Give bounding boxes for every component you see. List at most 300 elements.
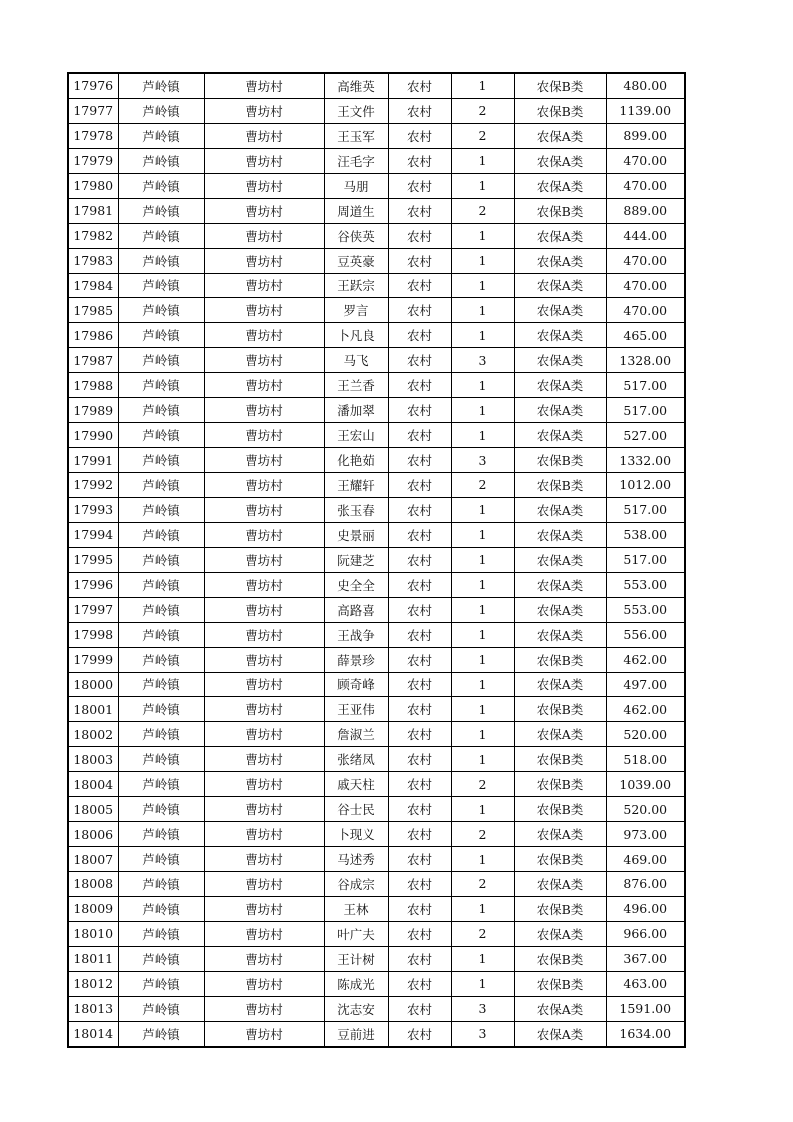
household-type-cell: 农村 [388, 822, 451, 847]
member-count-cell: 1 [451, 373, 514, 398]
row-id-cell: 17986 [68, 323, 118, 348]
row-id-cell: 18012 [68, 971, 118, 996]
member-count-cell: 2 [451, 872, 514, 897]
household-type-cell: 农村 [388, 497, 451, 522]
village-cell: 曹坊村 [204, 896, 324, 921]
amount-cell: 556.00 [606, 622, 685, 647]
row-id-cell: 18009 [68, 896, 118, 921]
amount-cell: 470.00 [606, 148, 685, 173]
insurance-category-cell: 农保A类 [514, 547, 606, 572]
household-type-cell: 农村 [388, 597, 451, 622]
row-id-cell: 17978 [68, 123, 118, 148]
row-id-cell: 17988 [68, 373, 118, 398]
row-id-cell: 17987 [68, 348, 118, 373]
town-cell: 芦岭镇 [118, 173, 204, 198]
town-cell: 芦岭镇 [118, 398, 204, 423]
insurance-category-cell: 农保A类 [514, 348, 606, 373]
table-row [68, 98, 685, 123]
member-count-cell: 1 [451, 622, 514, 647]
village-cell: 曹坊村 [204, 772, 324, 797]
member-count-cell: 1 [451, 398, 514, 423]
insurance-category-cell: 农保A类 [514, 323, 606, 348]
row-id-cell: 18008 [68, 872, 118, 897]
table-row [68, 971, 685, 996]
town-cell: 芦岭镇 [118, 98, 204, 123]
amount-cell: 469.00 [606, 847, 685, 872]
insurance-category-cell: 农保A类 [514, 921, 606, 946]
person-name-cell: 王跃宗 [324, 273, 388, 298]
village-cell: 曹坊村 [204, 622, 324, 647]
row-id-cell: 17980 [68, 173, 118, 198]
row-id-cell: 17997 [68, 597, 118, 622]
household-type-cell: 农村 [388, 697, 451, 722]
member-count-cell: 1 [451, 148, 514, 173]
row-id-cell: 18002 [68, 722, 118, 747]
household-type-cell: 农村 [388, 572, 451, 597]
insurance-category-cell: 农保A类 [514, 298, 606, 323]
person-name-cell: 高路喜 [324, 597, 388, 622]
town-cell: 芦岭镇 [118, 248, 204, 273]
household-type-cell: 农村 [388, 747, 451, 772]
member-count-cell: 2 [451, 198, 514, 223]
person-name-cell: 顾奇峰 [324, 672, 388, 697]
row-id-cell: 17981 [68, 198, 118, 223]
village-cell: 曹坊村 [204, 348, 324, 373]
insurance-category-cell: 农保A类 [514, 597, 606, 622]
town-cell: 芦岭镇 [118, 448, 204, 473]
household-type-cell: 农村 [388, 872, 451, 897]
row-id-cell: 18011 [68, 946, 118, 971]
insurance-category-cell: 农保A类 [514, 373, 606, 398]
town-cell: 芦岭镇 [118, 996, 204, 1021]
amount-cell: 876.00 [606, 872, 685, 897]
insurance-category-cell: 农保B类 [514, 647, 606, 672]
person-name-cell: 王计树 [324, 946, 388, 971]
village-cell: 曹坊村 [204, 497, 324, 522]
town-cell: 芦岭镇 [118, 323, 204, 348]
row-id-cell: 17979 [68, 148, 118, 173]
town-cell: 芦岭镇 [118, 1021, 204, 1046]
amount-cell: 497.00 [606, 672, 685, 697]
town-cell: 芦岭镇 [118, 722, 204, 747]
town-cell: 芦岭镇 [118, 847, 204, 872]
person-name-cell: 化艳茹 [324, 448, 388, 473]
member-count-cell: 1 [451, 572, 514, 597]
town-cell: 芦岭镇 [118, 872, 204, 897]
household-type-cell: 农村 [388, 921, 451, 946]
village-cell: 曹坊村 [204, 747, 324, 772]
amount-cell: 1012.00 [606, 473, 685, 498]
household-type-cell: 农村 [388, 423, 451, 448]
household-type-cell: 农村 [388, 123, 451, 148]
town-cell: 芦岭镇 [118, 547, 204, 572]
household-type-cell: 农村 [388, 647, 451, 672]
table-row [68, 148, 685, 173]
member-count-cell: 2 [451, 123, 514, 148]
row-id-cell: 17982 [68, 223, 118, 248]
table-row [68, 348, 685, 373]
insurance-category-cell: 农保A类 [514, 672, 606, 697]
insurance-category-cell: 农保A类 [514, 398, 606, 423]
person-name-cell: 詹淑兰 [324, 722, 388, 747]
insurance-category-cell: 农保A类 [514, 522, 606, 547]
amount-cell: 1591.00 [606, 996, 685, 1021]
row-id-cell: 17983 [68, 248, 118, 273]
person-name-cell: 谷成宗 [324, 872, 388, 897]
row-id-cell: 18000 [68, 672, 118, 697]
member-count-cell: 1 [451, 647, 514, 672]
town-cell: 芦岭镇 [118, 497, 204, 522]
town-cell: 芦岭镇 [118, 148, 204, 173]
member-count-cell: 1 [451, 423, 514, 448]
insurance-category-cell: 农保A类 [514, 148, 606, 173]
table-row [68, 946, 685, 971]
household-type-cell: 农村 [388, 348, 451, 373]
village-cell: 曹坊村 [204, 872, 324, 897]
row-id-cell: 17992 [68, 473, 118, 498]
village-cell: 曹坊村 [204, 448, 324, 473]
town-cell: 芦岭镇 [118, 373, 204, 398]
insurance-category-cell: 农保A类 [514, 173, 606, 198]
amount-cell: 444.00 [606, 223, 685, 248]
row-id-cell: 18013 [68, 996, 118, 1021]
household-type-cell: 农村 [388, 298, 451, 323]
person-name-cell: 卜现义 [324, 822, 388, 847]
row-id-cell: 18005 [68, 797, 118, 822]
town-cell: 芦岭镇 [118, 473, 204, 498]
row-id-cell: 18010 [68, 921, 118, 946]
amount-cell: 462.00 [606, 647, 685, 672]
village-cell: 曹坊村 [204, 323, 324, 348]
amount-cell: 1139.00 [606, 98, 685, 123]
household-type-cell: 农村 [388, 672, 451, 697]
village-cell: 曹坊村 [204, 148, 324, 173]
table-row [68, 921, 685, 946]
village-cell: 曹坊村 [204, 98, 324, 123]
row-id-cell: 17994 [68, 522, 118, 547]
table-row [68, 522, 685, 547]
town-cell: 芦岭镇 [118, 772, 204, 797]
village-cell: 曹坊村 [204, 473, 324, 498]
insurance-category-cell: 农保B类 [514, 448, 606, 473]
row-id-cell: 18014 [68, 1021, 118, 1046]
household-type-cell: 农村 [388, 98, 451, 123]
amount-cell: 517.00 [606, 373, 685, 398]
village-cell: 曹坊村 [204, 547, 324, 572]
town-cell: 芦岭镇 [118, 822, 204, 847]
member-count-cell: 1 [451, 248, 514, 273]
row-id-cell: 17985 [68, 298, 118, 323]
town-cell: 芦岭镇 [118, 622, 204, 647]
person-name-cell: 张玉春 [324, 497, 388, 522]
person-name-cell: 王宏山 [324, 423, 388, 448]
table-row [68, 173, 685, 198]
household-type-cell: 农村 [388, 1021, 451, 1046]
insurance-category-cell: 农保A类 [514, 622, 606, 647]
person-name-cell: 豆前进 [324, 1021, 388, 1046]
table-row [68, 822, 685, 847]
town-cell: 芦岭镇 [118, 597, 204, 622]
row-id-cell: 17977 [68, 98, 118, 123]
person-name-cell: 潘加翠 [324, 398, 388, 423]
table-row [68, 847, 685, 872]
row-id-cell: 17995 [68, 547, 118, 572]
insurance-category-cell: 农保B类 [514, 697, 606, 722]
household-type-cell: 农村 [388, 173, 451, 198]
row-id-cell: 17996 [68, 572, 118, 597]
town-cell: 芦岭镇 [118, 348, 204, 373]
amount-cell: 520.00 [606, 797, 685, 822]
village-cell: 曹坊村 [204, 672, 324, 697]
village-cell: 曹坊村 [204, 697, 324, 722]
amount-cell: 553.00 [606, 597, 685, 622]
row-id-cell: 18004 [68, 772, 118, 797]
insurance-category-cell: 农保B类 [514, 896, 606, 921]
household-type-cell: 农村 [388, 722, 451, 747]
village-cell: 曹坊村 [204, 647, 324, 672]
town-cell: 芦岭镇 [118, 223, 204, 248]
member-count-cell: 1 [451, 847, 514, 872]
town-cell: 芦岭镇 [118, 697, 204, 722]
person-name-cell: 薛景珍 [324, 647, 388, 672]
insurance-category-cell: 农保B类 [514, 98, 606, 123]
household-type-cell: 农村 [388, 373, 451, 398]
row-id-cell: 17998 [68, 622, 118, 647]
member-count-cell: 2 [451, 772, 514, 797]
insurance-category-cell: 农保A类 [514, 822, 606, 847]
member-count-cell: 1 [451, 722, 514, 747]
table-row [68, 73, 685, 98]
insurance-category-cell: 农保A类 [514, 572, 606, 597]
member-count-cell: 3 [451, 996, 514, 1021]
person-name-cell: 汪毛字 [324, 148, 388, 173]
village-cell: 曹坊村 [204, 223, 324, 248]
row-id-cell: 18006 [68, 822, 118, 847]
insurance-category-cell: 农保A类 [514, 123, 606, 148]
village-cell: 曹坊村 [204, 73, 324, 98]
town-cell: 芦岭镇 [118, 298, 204, 323]
table-row [68, 797, 685, 822]
person-name-cell: 阮建芝 [324, 547, 388, 572]
row-id-cell: 17993 [68, 497, 118, 522]
table-row [68, 597, 685, 622]
member-count-cell: 1 [451, 273, 514, 298]
amount-cell: 889.00 [606, 198, 685, 223]
table-row [68, 647, 685, 672]
town-cell: 芦岭镇 [118, 572, 204, 597]
row-id-cell: 17990 [68, 423, 118, 448]
household-type-cell: 农村 [388, 797, 451, 822]
household-type-cell: 农村 [388, 448, 451, 473]
village-cell: 曹坊村 [204, 597, 324, 622]
amount-cell: 470.00 [606, 273, 685, 298]
household-type-cell: 农村 [388, 522, 451, 547]
town-cell: 芦岭镇 [118, 672, 204, 697]
person-name-cell: 王兰香 [324, 373, 388, 398]
table-row [68, 747, 685, 772]
table-row [68, 423, 685, 448]
insurance-category-cell: 农保A类 [514, 273, 606, 298]
person-name-cell: 马飞 [324, 348, 388, 373]
amount-cell: 518.00 [606, 747, 685, 772]
village-cell: 曹坊村 [204, 1021, 324, 1046]
person-name-cell: 张绪凤 [324, 747, 388, 772]
member-count-cell: 1 [451, 73, 514, 98]
person-name-cell: 罗言 [324, 298, 388, 323]
village-cell: 曹坊村 [204, 273, 324, 298]
town-cell: 芦岭镇 [118, 896, 204, 921]
amount-cell: 517.00 [606, 547, 685, 572]
insurance-category-cell: 农保B类 [514, 473, 606, 498]
insurance-category-cell: 农保A类 [514, 996, 606, 1021]
member-count-cell: 1 [451, 223, 514, 248]
insurance-category-cell: 农保B类 [514, 946, 606, 971]
household-type-cell: 农村 [388, 622, 451, 647]
records-table [67, 72, 686, 1048]
table-row [68, 896, 685, 921]
table-row [68, 772, 685, 797]
household-type-cell: 农村 [388, 896, 451, 921]
row-id-cell: 17991 [68, 448, 118, 473]
table-row [68, 248, 685, 273]
person-name-cell: 豆英豪 [324, 248, 388, 273]
village-cell: 曹坊村 [204, 722, 324, 747]
member-count-cell: 1 [451, 298, 514, 323]
insurance-category-cell: 农保A类 [514, 1021, 606, 1046]
town-cell: 芦岭镇 [118, 423, 204, 448]
member-count-cell: 2 [451, 822, 514, 847]
table-row [68, 497, 685, 522]
amount-cell: 470.00 [606, 298, 685, 323]
amount-cell: 465.00 [606, 323, 685, 348]
row-id-cell: 17976 [68, 73, 118, 98]
member-count-cell: 1 [451, 497, 514, 522]
person-name-cell: 王战争 [324, 622, 388, 647]
table-row [68, 722, 685, 747]
amount-cell: 1634.00 [606, 1021, 685, 1046]
member-count-cell: 1 [451, 747, 514, 772]
town-cell: 芦岭镇 [118, 747, 204, 772]
table-row [68, 273, 685, 298]
amount-cell: 496.00 [606, 896, 685, 921]
amount-cell: 966.00 [606, 921, 685, 946]
household-type-cell: 农村 [388, 946, 451, 971]
amount-cell: 463.00 [606, 971, 685, 996]
person-name-cell: 史全全 [324, 572, 388, 597]
member-count-cell: 1 [451, 547, 514, 572]
amount-cell: 527.00 [606, 423, 685, 448]
household-type-cell: 农村 [388, 73, 451, 98]
amount-cell: 367.00 [606, 946, 685, 971]
town-cell: 芦岭镇 [118, 198, 204, 223]
insurance-category-cell: 农保A类 [514, 223, 606, 248]
person-name-cell: 马述秀 [324, 847, 388, 872]
table-row [68, 323, 685, 348]
row-id-cell: 17984 [68, 273, 118, 298]
row-id-cell: 18003 [68, 747, 118, 772]
person-name-cell: 王玉军 [324, 123, 388, 148]
member-count-cell: 3 [451, 448, 514, 473]
town-cell: 芦岭镇 [118, 73, 204, 98]
village-cell: 曹坊村 [204, 522, 324, 547]
row-id-cell: 17999 [68, 647, 118, 672]
member-count-cell: 1 [451, 896, 514, 921]
village-cell: 曹坊村 [204, 198, 324, 223]
row-id-cell: 18001 [68, 697, 118, 722]
amount-cell: 470.00 [606, 173, 685, 198]
village-cell: 曹坊村 [204, 797, 324, 822]
table-row [68, 547, 685, 572]
amount-cell: 462.00 [606, 697, 685, 722]
amount-cell: 470.00 [606, 248, 685, 273]
table-row [68, 448, 685, 473]
village-cell: 曹坊村 [204, 373, 324, 398]
town-cell: 芦岭镇 [118, 971, 204, 996]
village-cell: 曹坊村 [204, 398, 324, 423]
member-count-cell: 2 [451, 921, 514, 946]
amount-cell: 553.00 [606, 572, 685, 597]
insurance-category-cell: 农保A类 [514, 722, 606, 747]
member-count-cell: 1 [451, 173, 514, 198]
insurance-category-cell: 农保B类 [514, 797, 606, 822]
insurance-category-cell: 农保A类 [514, 497, 606, 522]
village-cell: 曹坊村 [204, 946, 324, 971]
member-count-cell: 3 [451, 1021, 514, 1046]
town-cell: 芦岭镇 [118, 647, 204, 672]
member-count-cell: 3 [451, 348, 514, 373]
amount-cell: 520.00 [606, 722, 685, 747]
insurance-category-cell: 农保A类 [514, 423, 606, 448]
table-row [68, 872, 685, 897]
village-cell: 曹坊村 [204, 822, 324, 847]
member-count-cell: 2 [451, 473, 514, 498]
insurance-category-cell: 农保B类 [514, 198, 606, 223]
household-type-cell: 农村 [388, 223, 451, 248]
household-type-cell: 农村 [388, 547, 451, 572]
household-type-cell: 农村 [388, 398, 451, 423]
member-count-cell: 1 [451, 323, 514, 348]
person-name-cell: 王文件 [324, 98, 388, 123]
insurance-category-cell: 农保B类 [514, 747, 606, 772]
amount-cell: 517.00 [606, 398, 685, 423]
town-cell: 芦岭镇 [118, 797, 204, 822]
household-type-cell: 农村 [388, 248, 451, 273]
person-name-cell: 叶广夫 [324, 921, 388, 946]
person-name-cell: 王亚伟 [324, 697, 388, 722]
member-count-cell: 1 [451, 946, 514, 971]
amount-cell: 480.00 [606, 73, 685, 98]
table-row [68, 223, 685, 248]
village-cell: 曹坊村 [204, 971, 324, 996]
household-type-cell: 农村 [388, 971, 451, 996]
member-count-cell: 1 [451, 672, 514, 697]
household-type-cell: 农村 [388, 996, 451, 1021]
amount-cell: 899.00 [606, 123, 685, 148]
table-row [68, 622, 685, 647]
village-cell: 曹坊村 [204, 423, 324, 448]
village-cell: 曹坊村 [204, 248, 324, 273]
table-row [68, 373, 685, 398]
table-row [68, 473, 685, 498]
member-count-cell: 1 [451, 522, 514, 547]
village-cell: 曹坊村 [204, 996, 324, 1021]
row-id-cell: 17989 [68, 398, 118, 423]
amount-cell: 1039.00 [606, 772, 685, 797]
village-cell: 曹坊村 [204, 123, 324, 148]
household-type-cell: 农村 [388, 273, 451, 298]
amount-cell: 973.00 [606, 822, 685, 847]
village-cell: 曹坊村 [204, 572, 324, 597]
